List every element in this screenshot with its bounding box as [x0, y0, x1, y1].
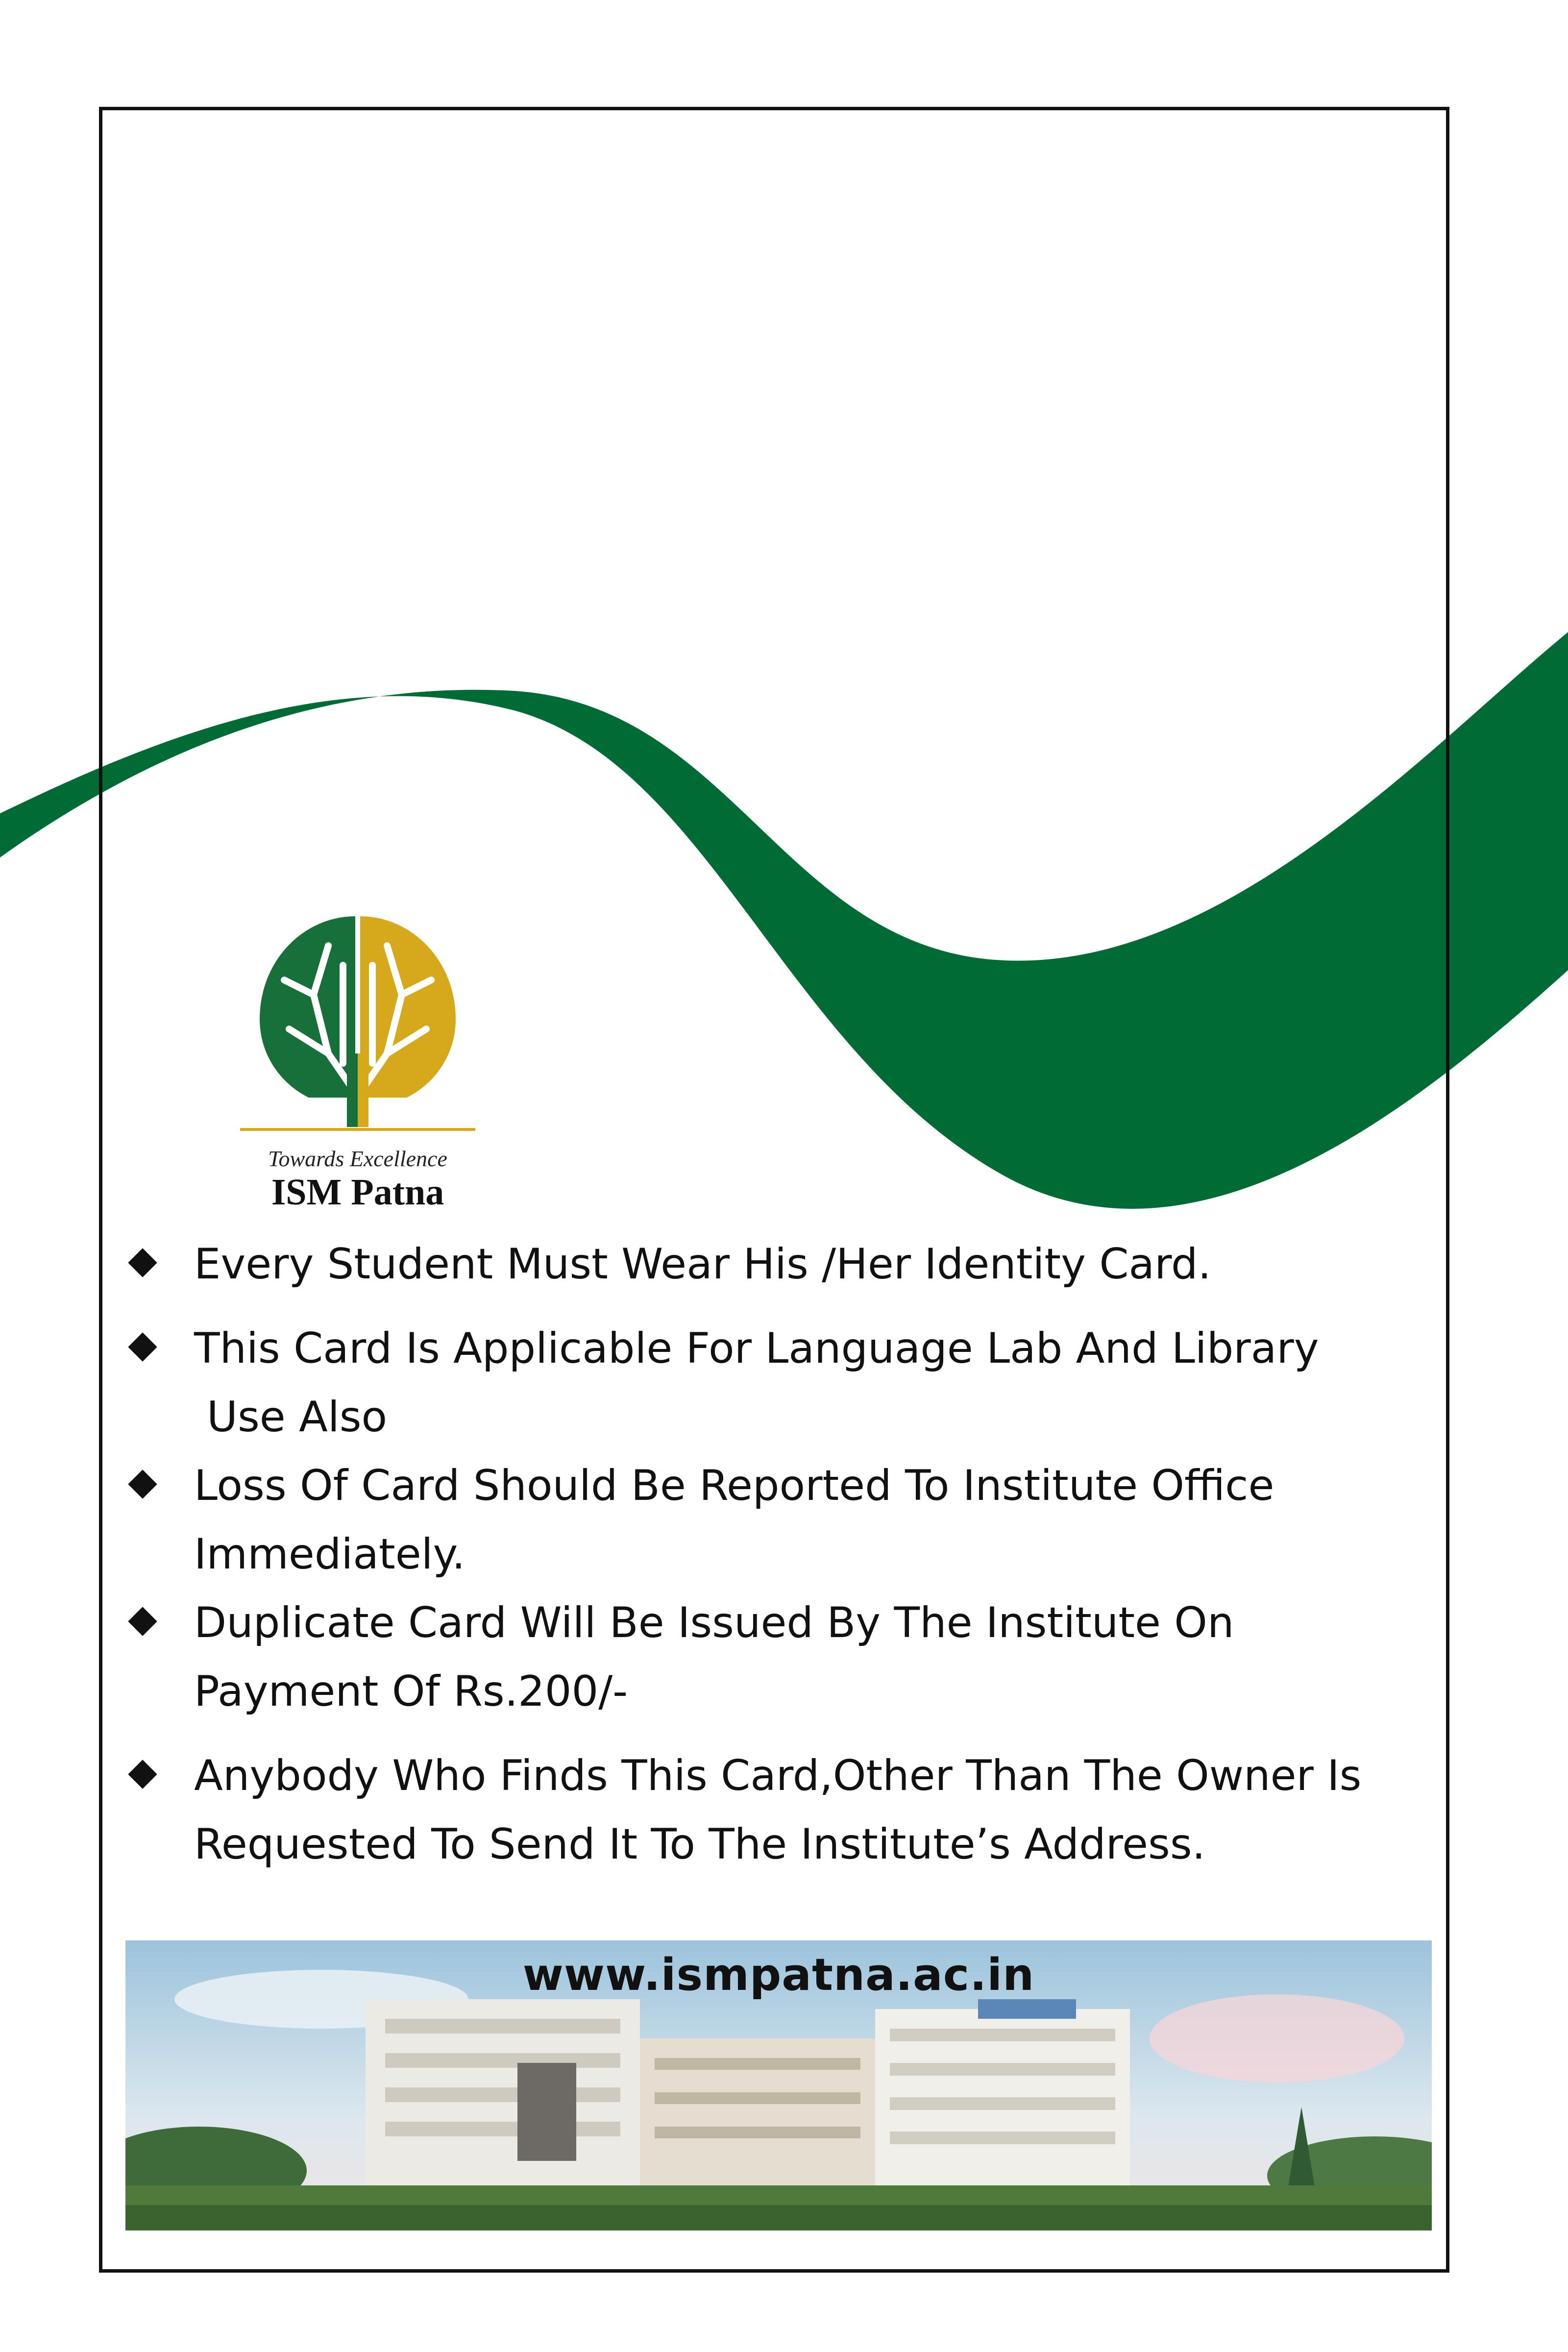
rule-text: Loss Of Card Should Be Reported To Institute Office [194, 1461, 1274, 1510]
diamond-bullet-icon [128, 1470, 157, 1498]
website-url: www.ismpatna.ac.in [522, 1949, 1035, 2001]
logo-name: ISM Patna [271, 1172, 444, 1213]
diamond-bullet-icon [128, 1332, 157, 1361]
logo-tagline: Towards Excellence [268, 1146, 447, 1171]
rule-text: This Card Is Applicable For Language Lab And Library [194, 1324, 1319, 1373]
rule-text: Duplicate Card Will Be Issued By The Institute On [194, 1598, 1234, 1647]
card-rules-list [127, 1230, 1450, 1894]
rule-text: Every Student Must Wear His /Her Identity Card. [194, 1240, 1211, 1289]
rule-item [127, 1741, 1450, 1879]
rule-item [127, 1451, 1450, 1589]
tree-logo-icon [230, 906, 485, 1137]
rule-item [127, 1589, 1450, 1726]
rule-text: Payment Of Rs.200/- [194, 1667, 628, 1716]
rule-text: Requested To Send It To The Institute’s Address. [194, 1820, 1205, 1869]
diamond-bullet-icon [128, 1248, 157, 1277]
rule-text: Anybody Who Finds This Card,Other Than The Owner Is [194, 1751, 1362, 1800]
institute-logo [230, 906, 495, 1220]
rule-text: Immediately. [194, 1530, 466, 1579]
rule-text: Use Also [207, 1393, 388, 1442]
campus-building-photo [125, 1940, 1432, 2230]
rule-item [127, 1230, 1450, 1298]
rule-item [127, 1314, 1450, 1451]
diamond-bullet-icon [128, 1607, 157, 1636]
diamond-bullet-icon [128, 1760, 157, 1788]
